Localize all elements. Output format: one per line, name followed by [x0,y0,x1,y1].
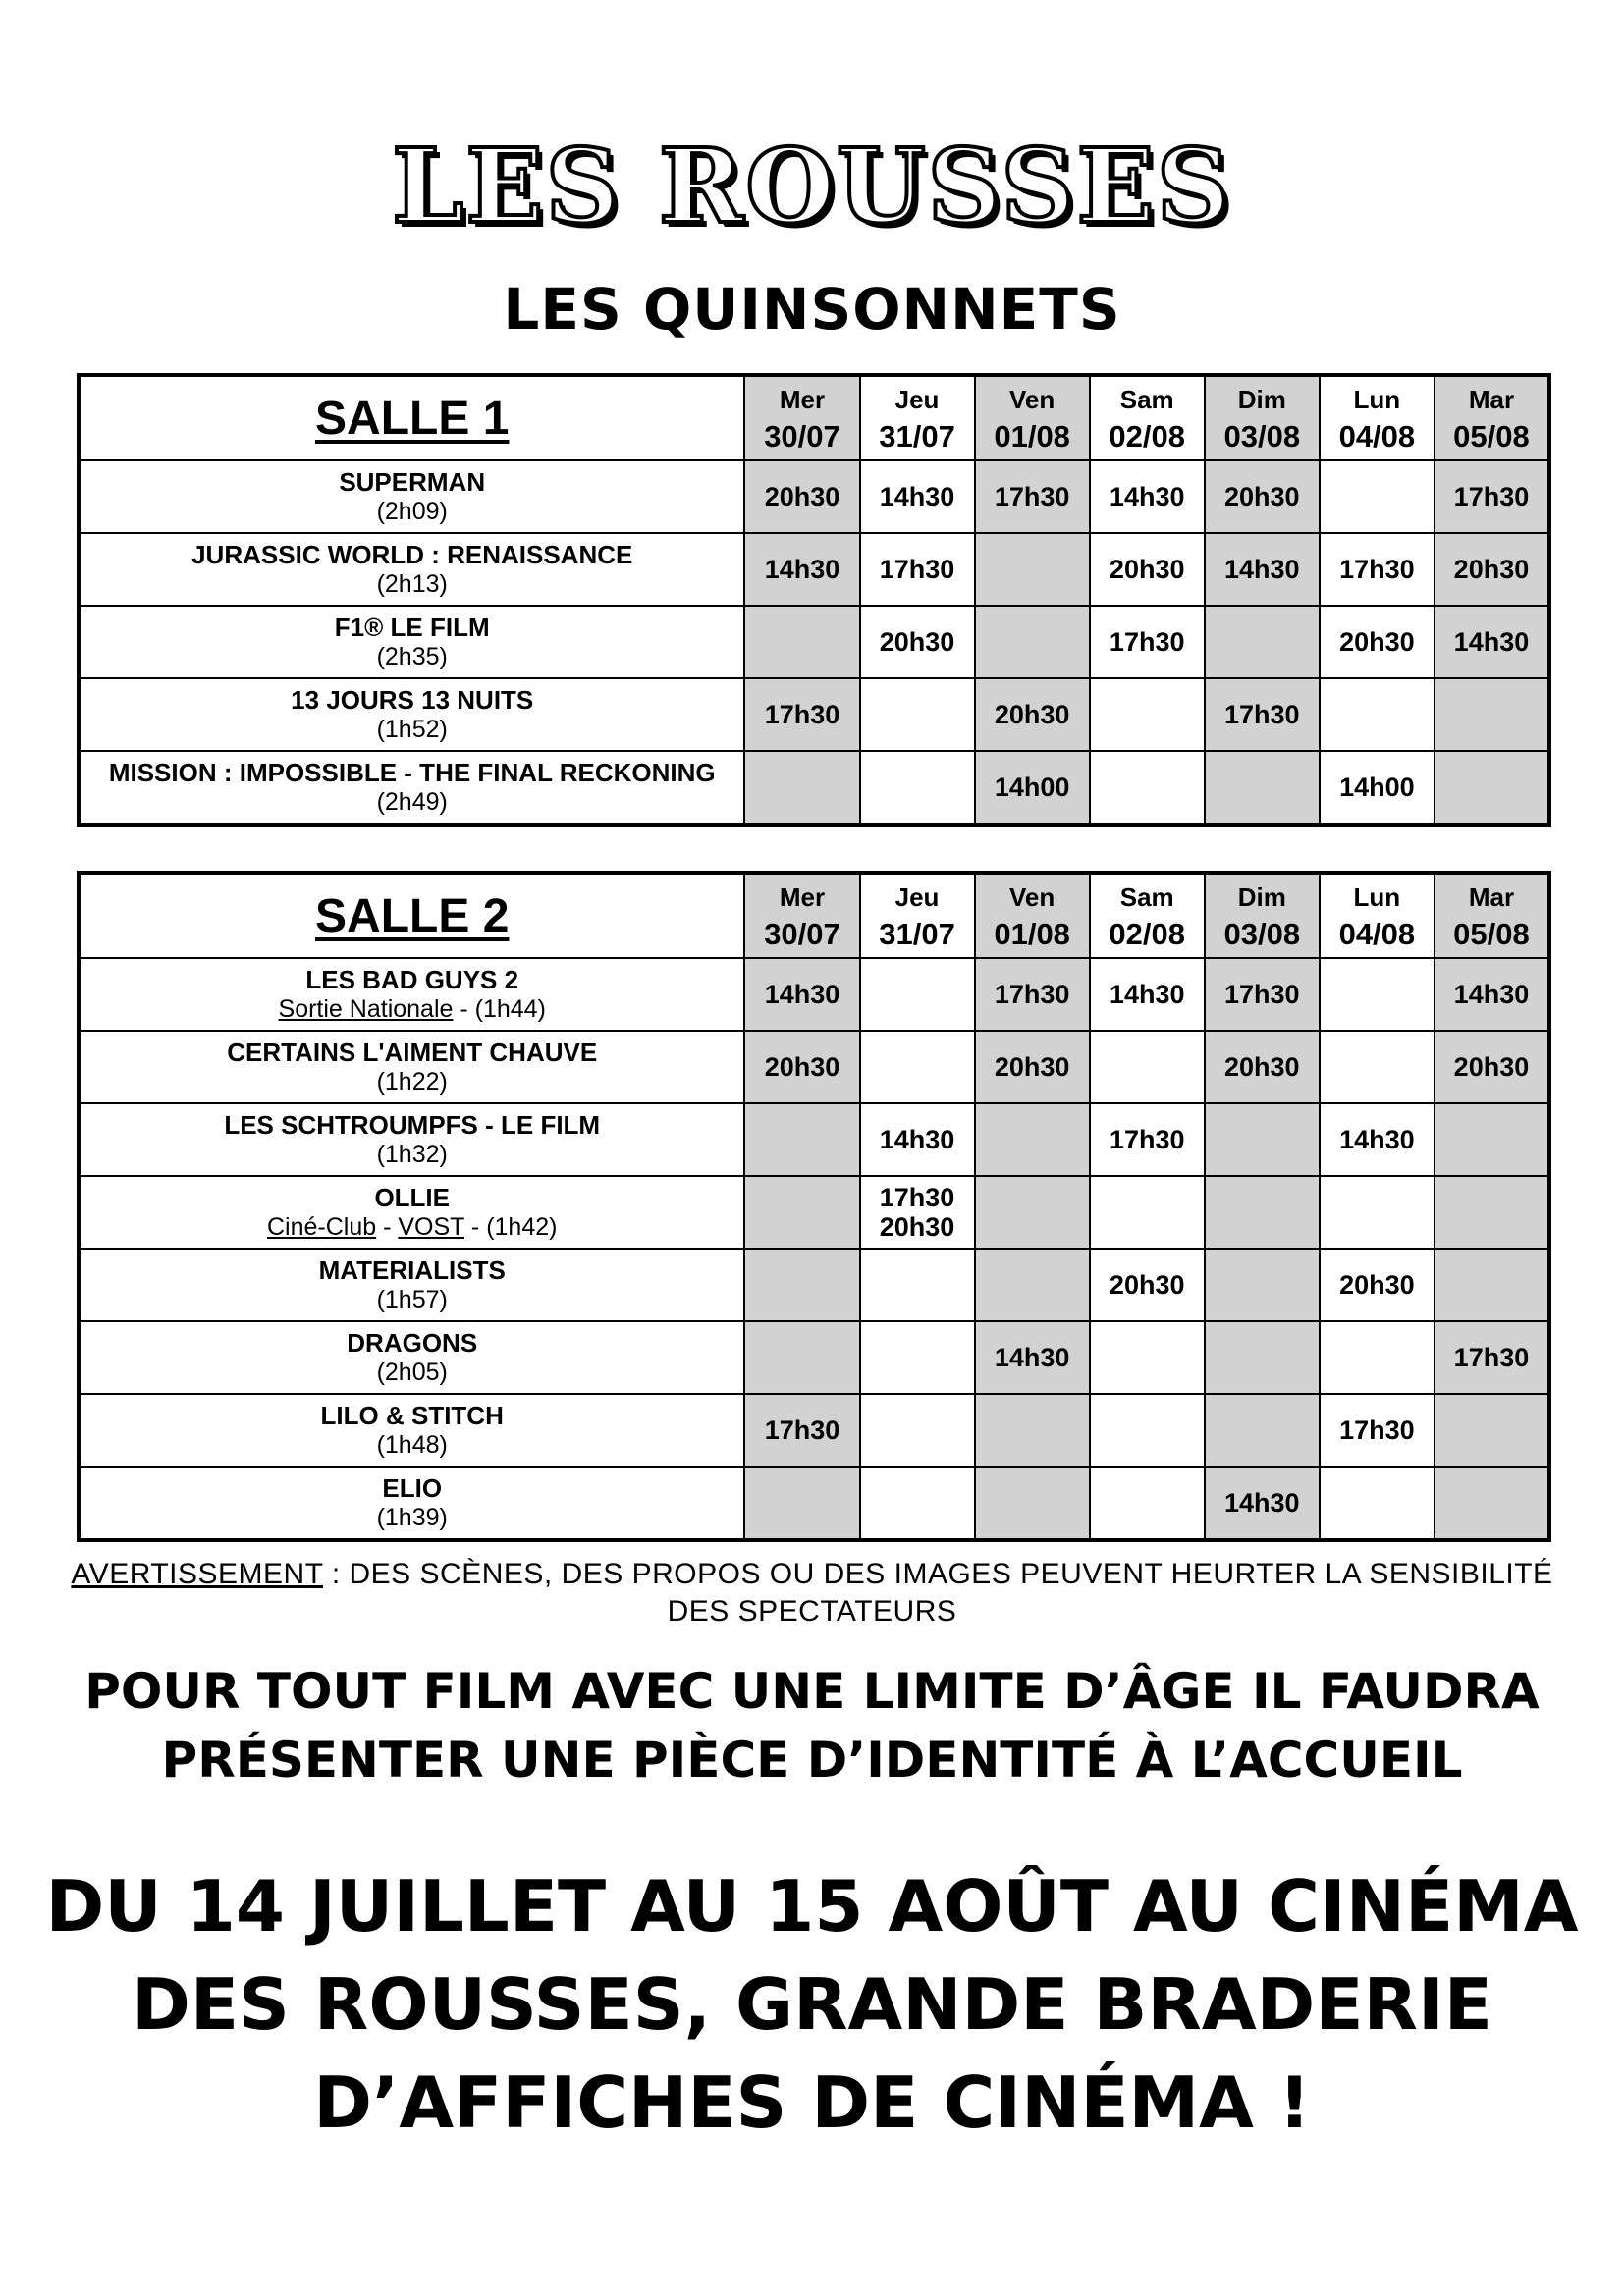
day-date: 04/08 [1338,419,1416,454]
showtime: 20h30 [764,482,840,511]
film-title: SUPERMAN [339,467,486,497]
film-info [81,497,743,526]
film-cell [79,1103,744,1176]
film-cell [79,1467,744,1540]
showtime: 14h30 [1109,482,1185,511]
showtime-cell [860,1031,975,1103]
film-title: JURASSIC WORLD : RENAISSANCE [191,540,633,569]
showtime-cell [1090,533,1205,606]
film-row [79,1103,1549,1176]
day-name: Sam [1119,882,1174,912]
id-notice-line-1: POUR TOUT FILM AVEC UNE LIMITE D’ÂGE IL FAUDRA [84,1663,1540,1720]
showtime-cell [975,958,1090,1031]
showtime-cell [1320,1394,1435,1467]
film-row [79,533,1549,606]
showtime: 17h30 [764,1415,840,1445]
day-date: 05/08 [1453,419,1530,454]
showtime-cell [1320,460,1435,533]
showtime: 14h30 [1224,1488,1300,1518]
day-date: 03/08 [1223,419,1301,454]
showtime-cell [860,1176,975,1249]
day-date: 02/08 [1109,419,1185,454]
showtime: 17h30 [764,700,840,729]
showtime-cell [1435,533,1549,606]
film-title: DRAGONS [347,1328,478,1358]
day-header [1205,873,1320,958]
schedule-table-salle-1 [77,373,1551,827]
showtime-cell [1205,958,1320,1031]
film-title: CERTAINS L'AIMENT CHAUVE [227,1038,598,1067]
day-name: Lun [1353,882,1401,912]
showtime: 17h30 [1453,482,1530,511]
film-info [81,1140,743,1169]
showtime-cell [744,1394,859,1467]
showtime-cell [1090,678,1205,751]
showtime-cell [860,1249,975,1321]
showtime-cell [744,958,859,1031]
day-name: Sam [1119,385,1174,414]
showtime-cell [975,751,1090,825]
showtime: 17h30 [1109,627,1185,657]
venue-subtitle: LES QUINSONNETS [503,276,1121,343]
film-info [81,994,743,1024]
day-name: Lun [1353,385,1401,414]
film-duration: (2h49) [376,788,448,816]
showtime-cell [1090,606,1205,678]
film-info [81,1285,743,1314]
showtime-cell [1205,678,1320,751]
showtime: 20h30 [1339,1270,1415,1300]
showtime-cell [744,1321,859,1394]
film-title: MISSION : IMPOSSIBLE - THE FINAL RECKONING [108,758,716,787]
showtime-cell [860,1394,975,1467]
film-cell [79,751,744,825]
film-row [79,1394,1549,1467]
showtime-cell [1090,1467,1205,1540]
showtime-cell [1435,460,1549,533]
film-duration: (1h22) [376,1068,448,1095]
showtime: 14h30 [1339,1125,1415,1154]
day-date: 01/08 [994,917,1070,951]
film-row [79,1176,1549,1249]
film-tag: Ciné-Club [266,1213,377,1241]
film-cell [79,1394,744,1467]
showtime-cell [1205,606,1320,678]
day-date: 01/08 [994,419,1070,454]
showtime: 17h30 [1339,1415,1415,1445]
showtime-cell [1435,751,1549,825]
film-row [79,1467,1549,1540]
showtime: 14h30 [1109,980,1185,1009]
film-row [79,958,1549,1031]
showtime: 20h30 [1109,1270,1185,1300]
day-header [1320,873,1435,958]
showtime: 20h30 [1224,482,1300,511]
showtime-cell [1435,1103,1549,1176]
hall-name: SALLE 1 [79,375,744,460]
showtime: 17h30 [994,980,1070,1009]
showtime-cell [1320,1103,1435,1176]
showtime-cell [1205,1321,1320,1394]
poster-sale-promo [0,1857,1624,2152]
day-name: Jeu [894,385,940,414]
day-name: Ven [1009,882,1056,912]
film-cell [79,533,744,606]
day-header [1435,375,1549,460]
showtime-cell [1205,1249,1320,1321]
showtime-cell [975,533,1090,606]
film-duration: - (1h44) [453,995,546,1023]
film-cell [79,606,744,678]
showtime-cell [1090,1394,1205,1467]
showtime-cell [860,751,975,825]
showtime: 14h30 [1453,627,1530,657]
showtime-cell [860,606,975,678]
day-date: 31/07 [879,917,955,951]
day-name: Jeu [894,882,940,912]
film-cell [79,958,744,1031]
showtime: 20h30 [1109,555,1185,584]
showtime-cell [1435,606,1549,678]
film-row [79,1321,1549,1394]
showtime-cell [744,460,859,533]
showtime: 20h30 [879,627,955,657]
film-cell [79,1031,744,1103]
showtime-cell [1205,1176,1320,1249]
showtime-cell [975,1249,1090,1321]
day-date: 02/08 [1109,917,1185,951]
showtime-cell [744,751,859,825]
film-info [81,1430,743,1460]
film-cell [79,1176,744,1249]
showtime: 20h30 [994,1052,1070,1082]
day-date: 31/07 [879,419,955,454]
film-title: LILO & STITCH [320,1401,504,1430]
film-duration: (1h48) [376,1431,448,1459]
film-tag: VOST [398,1213,464,1241]
film-info [81,715,743,744]
showtime-cell [1090,1176,1205,1249]
film-tag: Sortie Nationale [278,995,454,1023]
film-title: LES SCHTROUMPFS - LE FILM [224,1110,601,1140]
film-duration: (2h13) [376,570,448,598]
day-name: Mer [779,385,826,414]
day-name: Ven [1009,385,1056,414]
warning-label: AVERTISSEMENT [71,1558,323,1590]
showtime-cell [744,1249,859,1321]
day-header [1090,375,1205,460]
day-header [975,873,1090,958]
film-cell [79,1321,744,1394]
showtime-cell [1435,1467,1549,1540]
showtime-cell [860,958,975,1031]
showtime-cell [1320,606,1435,678]
day-header [744,873,859,958]
showtime-cell [1320,1249,1435,1321]
film-info [81,1067,743,1096]
showtime: 20h30 [1224,1052,1300,1082]
showtime-cell [744,678,859,751]
showtime-cell [1320,751,1435,825]
showtime-cell [744,533,859,606]
day-header [1205,375,1320,460]
showtime-cell [1205,533,1320,606]
day-header [975,375,1090,460]
header-row [79,873,1549,958]
showtime-cell [1320,1321,1435,1394]
showtime: 20h30 [1453,555,1530,584]
showtime-cell [1435,1031,1549,1103]
showtime-cell [975,460,1090,533]
film-cell [79,678,744,751]
showtime-cell [975,1103,1090,1176]
showtime-cell [1320,1031,1435,1103]
showtime: 17h30 [879,555,955,584]
film-row [79,1249,1549,1321]
showtime-cell [975,678,1090,751]
film-title: OLLIE [374,1183,450,1212]
film-info [81,642,743,671]
showtime: 17h30 [879,1183,955,1212]
showtime-cell [1090,460,1205,533]
film-duration: (1h32) [376,1141,448,1168]
cinema-title: LES ROUSSES [392,126,1232,246]
showtime: 20h30 [1339,627,1415,657]
film-title: ELIO [382,1473,443,1503]
id-notice-line-2: PRÉSENTER UNE PIÈCE D’IDENTITÉ À L’ACCUEIL [161,1732,1463,1789]
showtime: 17h30 [994,482,1070,511]
showtime-cell [1090,1031,1205,1103]
showtime-cell [1090,958,1205,1031]
showtime: 17h30 [1224,700,1300,729]
day-header [860,375,975,460]
showtime: 14h30 [1224,555,1300,584]
promo-line-2: DES ROUSSES, GRANDE BRADERIE [132,1963,1492,2046]
showtime-cell [1205,751,1320,825]
showtime-cell [1320,678,1435,751]
day-name: Mar [1468,385,1515,414]
day-header [1435,873,1549,958]
id-notice [0,1657,1624,1794]
showtime-cell [1090,1321,1205,1394]
showtime-cell [1205,1103,1320,1176]
day-name: Mer [779,882,826,912]
showtime: 20h30 [1453,1052,1530,1082]
showtime-cell [975,1394,1090,1467]
film-row [79,678,1549,751]
showtime: 20h30 [994,700,1070,729]
day-date: 03/08 [1223,917,1301,951]
film-info [81,1212,743,1242]
showtime-cell [1435,958,1549,1031]
day-name: Mar [1468,882,1515,912]
film-duration: (1h52) [376,716,448,743]
film-duration: (2h05) [376,1359,448,1386]
showtime-cell [1435,1176,1549,1249]
day-date: 04/08 [1338,917,1416,951]
showtime: 14h00 [994,773,1070,802]
film-title: 13 JOURS 13 NUITS [291,685,534,715]
showtime-cell [1435,1394,1549,1467]
showtime-cell [744,1176,859,1249]
showtime: 14h30 [879,1125,955,1154]
film-duration: (1h39) [376,1504,448,1531]
day-name: Dim [1237,882,1286,912]
showtime: 14h30 [1453,980,1530,1009]
showtime-cell [975,1467,1090,1540]
showtime: 17h30 [1109,1125,1185,1154]
showtime-cell [975,1031,1090,1103]
film-title: LES BAD GUYS 2 [305,965,519,994]
showtime: 20h30 [879,1212,955,1242]
promo-line-1: DU 14 JUILLET AU 15 AOÛT AU CINÉMA [45,1865,1579,1948]
day-date: 05/08 [1453,917,1530,951]
showtime-cell [1205,1031,1320,1103]
showtime: 17h30 [1339,555,1415,584]
film-row [79,606,1549,678]
showtime-cell [860,1103,975,1176]
film-row [79,460,1549,533]
showtime-cell [1205,1394,1320,1467]
showtime-cell [744,1467,859,1540]
showtime: 14h30 [764,555,840,584]
showtime-cell [860,460,975,533]
film-duration: (2h35) [376,643,448,670]
showtime-cell [744,1031,859,1103]
promo-line-3: D’AFFICHES DE CINÉMA ! [313,2061,1311,2144]
day-header [1320,375,1435,460]
showtime-cell [1090,1249,1205,1321]
showtime-cell [1435,1249,1549,1321]
day-name: Dim [1237,385,1286,414]
film-title: MATERIALISTS [318,1255,506,1285]
film-duration: - (1h42) [463,1213,558,1241]
showtime-cell [744,606,859,678]
film-cell [79,460,744,533]
showtime-cell [860,1467,975,1540]
showtime-cell [975,606,1090,678]
showtime-cell [1320,1176,1435,1249]
warning-note [59,1556,1565,1630]
showtime-cell [860,678,975,751]
film-cell [79,1249,744,1321]
day-header [1090,873,1205,958]
film-title: F1® LE FILM [334,613,490,642]
showtime-cell [1435,678,1549,751]
showtime-cell [1320,1467,1435,1540]
showtime: 14h00 [1339,773,1415,802]
showtime-cell [860,1321,975,1394]
showtime-cell [1205,1467,1320,1540]
showtime-cell [1205,460,1320,533]
film-duration: (1h57) [376,1286,448,1313]
film-info [81,569,743,599]
header-row [79,375,1549,460]
hall-name: SALLE 2 [79,873,744,958]
film-row [79,751,1549,825]
film-info [81,1503,743,1532]
day-date: 30/07 [764,419,840,454]
film-info [81,787,743,817]
showtime: 20h30 [764,1052,840,1082]
showtime-cell [860,533,975,606]
day-date: 30/07 [764,917,840,951]
showtime-cell [975,1321,1090,1394]
warning-text: : DES SCÈNES, DES PROPOS OU DES IMAGES PEUVENT HEURTER LA SENSIBILITÉ DES SPECTATEURS [323,1558,1553,1628]
showtime-cell [975,1176,1090,1249]
showtime: 14h30 [764,980,840,1009]
showtime-cell [1320,533,1435,606]
showtime: 17h30 [1224,980,1300,1009]
showtime-cell [1090,1103,1205,1176]
showtime-cell [1435,1321,1549,1394]
showtime: 14h30 [994,1343,1070,1372]
showtime: 17h30 [1453,1343,1530,1372]
showtime-cell [1320,958,1435,1031]
showtime-cell [1090,751,1205,825]
showtime: 14h30 [879,482,955,511]
film-info [81,1358,743,1387]
film-row [79,1031,1549,1103]
showtime-cell [744,1103,859,1176]
film-duration: (2h09) [376,498,448,525]
schedule-table-salle-2 [77,871,1551,1542]
day-header [860,873,975,958]
film-duration: - [376,1213,399,1241]
day-header [744,375,859,460]
